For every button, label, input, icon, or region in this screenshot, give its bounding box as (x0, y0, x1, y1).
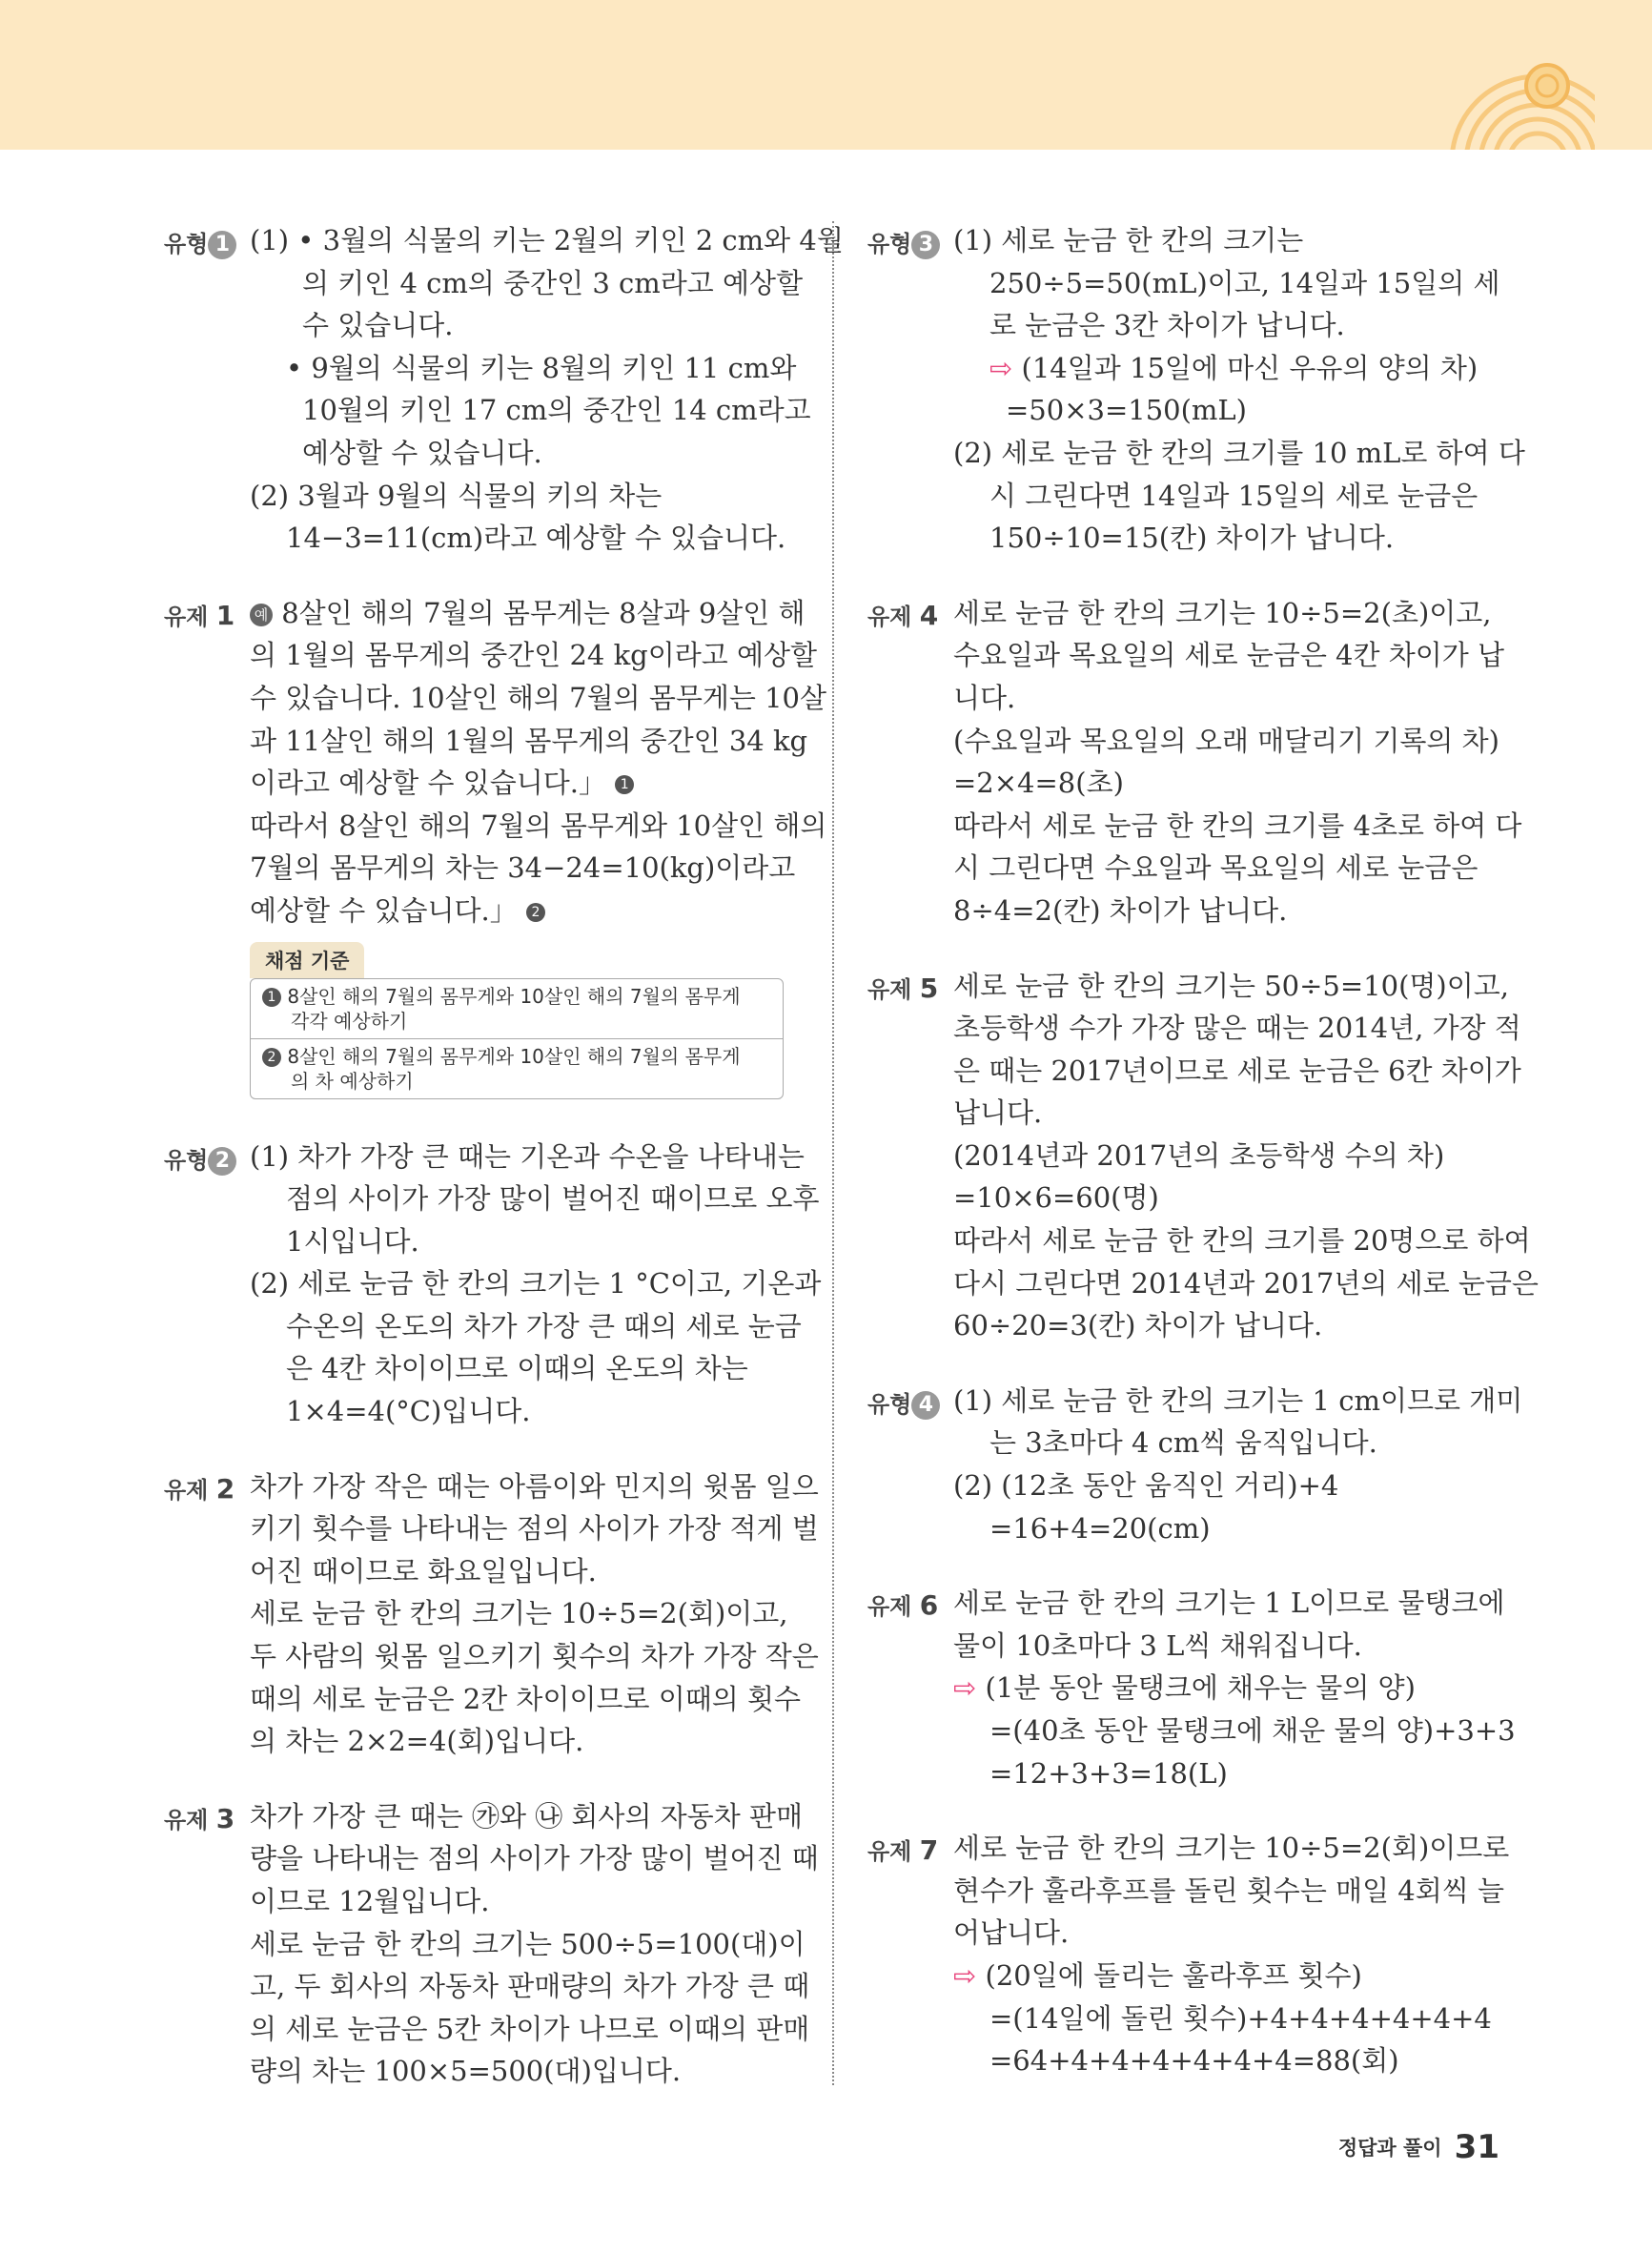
problem-type-2 (164, 1136, 822, 1433)
right-column (867, 219, 1539, 2115)
section-label: 유제 4 (867, 599, 939, 631)
text-line: (1) 세로 눈금 한 칸의 크기는 1 cm이므로 개미 (953, 1383, 1523, 1417)
text-line: (1) • 3월의 식물의 키는 2월의 키인 2 cm와 4월 (250, 224, 844, 256)
page-number: 31 (1454, 2128, 1499, 2166)
text-line: 1×4=4(°C)입니다. (286, 1395, 531, 1428)
text-line: =10×6=60(명) (953, 1181, 1159, 1215)
text-line: 때의 세로 눈금은 2칸 차이이므로 이때의 횟수 (250, 1682, 802, 1715)
example-mark: 예 (250, 604, 273, 626)
text-line: 물이 10초마다 3 L씩 채워집니다. (953, 1628, 1362, 1662)
text-line: 수요일과 목요일의 세로 눈금은 4칸 차이가 납 (953, 639, 1505, 672)
text-line: 과 11살인 해의 1월의 몸무게의 중간인 34 kg (250, 724, 808, 757)
text-line: 8÷4=2(칸) 차이가 납니다. (953, 893, 1288, 927)
text-line: 따라서 세로 눈금 한 칸의 크기를 20명으로 하여 (953, 1224, 1531, 1258)
text-line: (수요일과 목요일의 오래 매달리기 기록의 차) (953, 724, 1499, 757)
criterion-mark: 1 (262, 988, 281, 1007)
text-line: 시 그린다면 14일과 15일의 세로 눈금은 (989, 479, 1479, 512)
number-badge: 1 (208, 231, 236, 259)
header-banner (0, 0, 1652, 150)
exercise-2 (164, 1465, 819, 1763)
right-arrow-icon: ⇨ (953, 1671, 977, 1705)
exercise-7 (867, 1827, 1516, 2082)
text-line: =(40초 동안 물탱크에 채운 물의 양)+3+3 (989, 1714, 1516, 1747)
text-line: 점의 사이가 가장 많이 벌어진 때이므로 오후 (286, 1182, 820, 1216)
section-label: 유형 2 (164, 1136, 250, 1433)
number-badge: 4 (911, 1391, 940, 1420)
text-line: 키기 횟수를 나타내는 점의 사이가 가장 적게 벌 (250, 1512, 819, 1546)
right-arrow-icon: ⇨ (989, 351, 1013, 384)
text-line: =16+4=20(cm) (989, 1511, 1211, 1545)
text-line: 다시 그린다면 2014년과 2017년의 세로 눈금은 (953, 1266, 1539, 1300)
text-line: 따라서 세로 눈금 한 칸의 크기를 4초로 하여 다 (953, 809, 1522, 842)
section-label: 유형 4 (867, 1380, 953, 1549)
text-line: (1) 차가 가장 큰 때는 기온과 수온을 나타내는 (250, 1139, 805, 1173)
text-line: 의 키인 4 cm의 중간인 3 cm라고 예상할 (302, 266, 804, 299)
solution-text (953, 1380, 1523, 1549)
text-line: =12+3+3=18(L) (989, 1756, 1228, 1790)
right-arrow-icon: ⇨ (953, 1958, 977, 1992)
text-line: 14−3=11(cm)라고 예상할 수 있습니다. (286, 522, 786, 555)
rubric-item (251, 1038, 783, 1098)
text-line: (1분 동안 물탱크에 채우는 물의 양) (985, 1671, 1416, 1705)
text-line: 초등학생 수가 가장 많은 때는 2014년, 가장 적 (953, 1012, 1521, 1045)
solution-text (250, 1465, 819, 1763)
text-line: 로 눈금은 3칸 차이가 납니다. (989, 309, 1345, 342)
text-line: 수온의 온도의 차가 가장 큰 때의 세로 눈금 (286, 1309, 802, 1342)
text-line: =64+4+4+4+4+4+4=88(회) (989, 2044, 1399, 2078)
text-line: 량의 차는 100×5=500(대)입니다. (250, 2055, 682, 2088)
solution-text (250, 1795, 819, 2093)
section-label: 유형 1 (164, 219, 250, 560)
criterion-mark: 1 (615, 775, 634, 794)
text-line: 은 4칸 차이이므로 이때의 온도의 차는 (286, 1352, 748, 1385)
text-line: 8살인 해의 7월의 몸무게는 8살과 9살인 해 (281, 596, 806, 629)
page-footer (1338, 2128, 1499, 2166)
text-line: 세로 눈금 한 칸의 크기는 500÷5=100(대)이 (250, 1927, 806, 1960)
text-line: 고, 두 회사의 자동차 판매량의 차가 가장 큰 때 (250, 1970, 810, 2003)
section-label: 유형 3 (867, 219, 953, 560)
number-badge: 3 (911, 231, 940, 259)
text-line: 수 있습니다. 10살인 해의 7월의 몸무게는 10살 (250, 681, 827, 714)
problem-type-3 (867, 219, 1525, 560)
scoring-rubric (250, 942, 784, 1099)
exercise-1 (164, 592, 827, 1103)
solution-text (250, 219, 844, 560)
section-label: 유제 6 (867, 1589, 939, 1622)
left-column (164, 219, 844, 2125)
text-line: 두 사람의 윗몸 일으키기 횟수의 차가 가장 작은 (250, 1640, 819, 1673)
solution-text (953, 1827, 1516, 2082)
column-divider (832, 221, 834, 2085)
text-line: 세로 눈금 한 칸의 크기는 10÷5=2(초)이고, (953, 596, 1492, 629)
text-line: 의 세로 눈금은 5칸 차이가 나므로 이때의 판매 (250, 2012, 810, 2045)
section-label: 유제 1 (164, 599, 235, 631)
text-line: 세로 눈금 한 칸의 크기는 10÷5=2(회)이므로 (953, 1832, 1510, 1865)
text-line: 현수가 훌라후프를 돌린 횟수는 매일 4회씩 늘 (953, 1874, 1505, 1907)
footer-title: 정답과 풀이 (1337, 2137, 1442, 2160)
text-line: 어진 때이므로 화요일입니다. (250, 1554, 597, 1587)
text-line: 세로 눈금 한 칸의 크기는 50÷5=10(명)이고, (953, 969, 1509, 1002)
problem-type-1 (164, 219, 844, 560)
text-line: (2) 세로 눈금 한 칸의 크기는 1 °C이고, 기온과 (250, 1267, 822, 1301)
text-line: 차가 가장 큰 때는 ㉮와 ㉯ 회사의 자동차 판매 (250, 1799, 803, 1833)
text-line: 량을 나타내는 점의 사이가 가장 많이 벌어진 때 (250, 1842, 819, 1875)
text-line: =2×4=8(초) (953, 767, 1124, 800)
text-line: 150÷10=15(칸) 차이가 납니다. (989, 522, 1395, 555)
text-line: 예상할 수 있습니다.」 (250, 893, 518, 927)
criterion-mark: 2 (262, 1048, 281, 1067)
text-line: 7월의 몸무게의 차는 34−24=10(kg)이라고 (250, 851, 796, 885)
number-badge: 2 (208, 1147, 236, 1176)
exercise-4 (867, 592, 1522, 932)
text-line: (2) 3월과 9월의 식물의 키의 차는 (250, 479, 663, 512)
text-line: 차가 가장 작은 때는 아름이와 민지의 윗몸 일으 (250, 1469, 819, 1503)
rubric-box (250, 978, 784, 1099)
rubric-text: 8살인 해의 7월의 몸무게와 10살인 해의 7월의 몸무게 (287, 1044, 741, 1068)
problem-type-4 (867, 1380, 1523, 1549)
section-label: 유제 3 (164, 1802, 235, 1834)
text-line: 이라고 예상할 수 있습니다.」 (250, 767, 607, 800)
exercise-6 (867, 1582, 1516, 1794)
text-line: 어납니다. (953, 1916, 1070, 1950)
text-line: 이므로 12월입니다. (250, 1885, 490, 1917)
rubric-text: 의 차 예상하기 (291, 1069, 414, 1093)
text-line: 세로 눈금 한 칸의 크기는 1 L이므로 물탱크에 (953, 1587, 1505, 1620)
section-label: 유제 5 (867, 972, 939, 1004)
text-line: 1시입니다. (286, 1224, 419, 1258)
solution-text (953, 1582, 1516, 1794)
text-line: (2014년과 2017년의 초등학생 수의 차) (953, 1138, 1445, 1172)
solution-text (953, 965, 1539, 1347)
exercise-3 (164, 1795, 819, 2093)
text-line: 따라서 8살인 해의 7월의 몸무게와 10살인 해의 (250, 809, 827, 842)
rubric-text: 각각 예상하기 (291, 1009, 408, 1033)
text-line: 250÷5=50(mL)이고, 14일과 15일의 세 (989, 266, 1500, 299)
solution-text (250, 592, 827, 1103)
text-line: =50×3=150(mL) (1006, 394, 1247, 427)
section-label: 유제 7 (867, 1834, 939, 1867)
text-line: 10월의 키인 17 cm의 중간인 14 cm라고 (302, 394, 811, 427)
concentric-arcs-decoration (1404, 19, 1595, 150)
text-line: =(14일에 돌린 횟수)+4+4+4+4+4+4 (989, 2001, 1492, 2035)
text-line: 의 1월의 몸무게의 중간인 24 kg이라고 예상할 (250, 639, 818, 672)
text-line: (20일에 돌리는 훌라후프 횟수) (985, 1958, 1362, 1992)
solution-text (953, 592, 1522, 932)
text-line: 납니다. (953, 1096, 1043, 1130)
text-line: (2) (12초 동안 움직인 거리)+4 (953, 1469, 1339, 1503)
text-line: • 9월의 식물의 키는 8월의 키인 11 cm와 (286, 351, 797, 384)
text-line: 는 3초마다 4 cm씩 움직입니다. (989, 1426, 1377, 1460)
text-line: 의 차는 2×2=4(회)입니다. (250, 1725, 584, 1758)
text-line: 은 때는 2017년이므로 세로 눈금은 6칸 차이가 (953, 1054, 1521, 1087)
text-line: 60÷20=3(칸) 차이가 납니다. (953, 1309, 1323, 1342)
text-line: (2) 세로 눈금 한 칸의 크기를 10 mL로 하여 다 (953, 436, 1525, 469)
rubric-item (251, 979, 783, 1038)
criterion-mark: 2 (526, 903, 545, 922)
text-line: 세로 눈금 한 칸의 크기는 10÷5=2(회)이고, (250, 1597, 788, 1630)
solution-text (953, 219, 1525, 560)
rubric-title: 채점 기준 (250, 942, 364, 978)
section-label: 유제 2 (164, 1472, 235, 1505)
rubric-text: 8살인 해의 7월의 몸무게와 10살인 해의 7월의 몸무게 (287, 984, 741, 1008)
exercise-5 (867, 965, 1539, 1347)
text-line: 시 그린다면 수요일과 목요일의 세로 눈금은 (953, 851, 1479, 885)
text-line: 니다. (953, 681, 1016, 714)
text-line: (1) 세로 눈금 한 칸의 크기는 (953, 224, 1304, 256)
text-line: 예상할 수 있습니다. (302, 436, 542, 469)
text-line: (14일과 15일에 마신 우유의 양의 차) (1021, 351, 1479, 384)
solution-text (250, 1136, 822, 1433)
text-line: 수 있습니다. (302, 309, 454, 342)
